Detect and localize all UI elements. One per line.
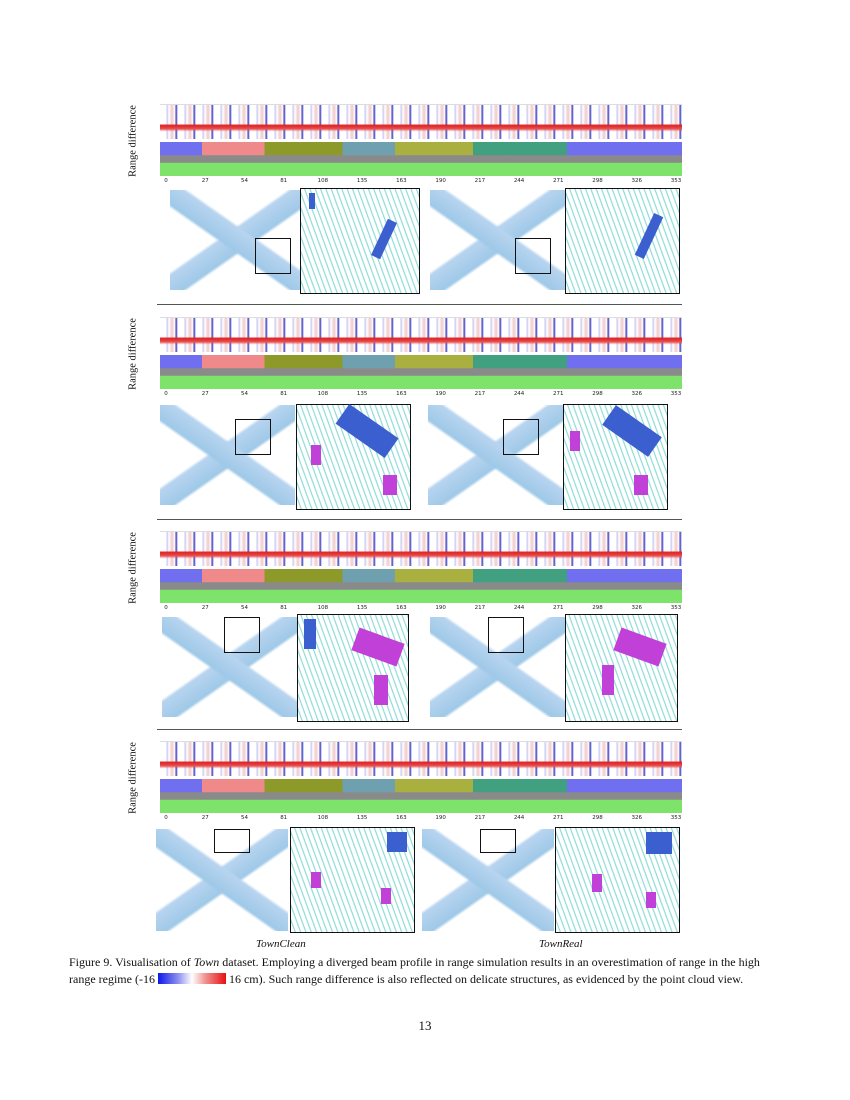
tick-label: 163 <box>396 815 407 821</box>
tick-label: 27 <box>201 815 209 821</box>
panel-divider <box>157 304 682 305</box>
zoom-view-clean <box>297 614 409 722</box>
tick-label: 163 <box>396 605 407 611</box>
page-number: 13 <box>418 1018 432 1033</box>
tick-label: 163 <box>396 178 407 184</box>
tick-label: 81 <box>280 178 288 184</box>
y-axis-label: Range difference <box>127 742 139 814</box>
caption-closing: ). Such range difference is also reflected on delicate structures, as evidenced by the point cloud view. <box>258 972 744 986</box>
tick-label: 190 <box>435 178 446 184</box>
tick-label: 298 <box>592 605 603 611</box>
figure-caption <box>69 954 781 988</box>
zoom-view-clean <box>296 404 411 510</box>
tick-label: 0 <box>164 815 168 821</box>
zoom-region <box>235 419 271 455</box>
tick-labels <box>160 391 682 401</box>
zoom-region <box>515 238 551 274</box>
zoom-view-clean <box>290 827 415 933</box>
tick-label: 27 <box>201 605 209 611</box>
tick-label: 54 <box>240 605 248 611</box>
zoom-region <box>488 617 524 653</box>
tick-label: 353 <box>670 605 682 611</box>
tick-label: 0 <box>164 605 168 611</box>
colorbar-min-label: -16 <box>138 972 155 986</box>
semantic-strip <box>160 355 682 389</box>
zoom-view-real <box>563 404 668 510</box>
tick-label: 326 <box>631 178 643 184</box>
point-cloud-clean <box>156 829 288 931</box>
tick-label: 298 <box>592 391 603 397</box>
point-cloud-clean <box>162 617 297 717</box>
point-cloud-real <box>430 617 565 717</box>
tick-label: 163 <box>396 391 407 397</box>
sublabel-town-real: TownReal <box>539 938 583 950</box>
tick-label: 244 <box>513 178 525 184</box>
y-axis-label: Range difference <box>127 105 139 177</box>
point-cloud-real <box>428 405 563 505</box>
tick-labels <box>160 815 682 825</box>
tick-label: 326 <box>631 815 643 821</box>
tick-label: 108 <box>317 391 329 397</box>
tick-label: 81 <box>280 605 288 611</box>
tick-label: 81 <box>280 391 288 397</box>
y-axis-label: Range difference <box>127 318 139 390</box>
tick-label: 190 <box>435 391 446 397</box>
tick-labels <box>160 178 682 188</box>
range-difference-strip <box>160 317 682 352</box>
zoom-region <box>480 829 516 853</box>
range-difference-strip <box>160 531 682 566</box>
zoom-view-real <box>565 188 680 294</box>
semantic-strip <box>160 142 682 176</box>
tick-label: 271 <box>553 391 564 397</box>
tick-label: 27 <box>201 178 209 184</box>
panel-divider <box>157 519 682 520</box>
colorbar-max-label: 16 cm <box>228 972 259 986</box>
zoom-region <box>214 829 250 853</box>
zoom-view-real <box>555 827 680 933</box>
tick-label: 217 <box>474 391 486 397</box>
zoom-view-real <box>565 614 678 722</box>
tick-label: 81 <box>280 815 288 821</box>
tick-label: 54 <box>240 178 248 184</box>
tick-label: 353 <box>670 391 682 397</box>
point-cloud-clean <box>170 190 305 290</box>
tick-label: 217 <box>474 815 486 821</box>
caption-body: dataset. Employing a diverged beam profile in range simulation results in an overestimation of range in the high range regime ( <box>69 955 760 986</box>
tick-label: 244 <box>513 391 525 397</box>
range-difference-strip <box>160 104 682 139</box>
tick-label: 135 <box>356 605 368 611</box>
point-cloud-real <box>430 190 565 290</box>
tick-label: 244 <box>513 605 525 611</box>
tick-label: 0 <box>164 178 168 184</box>
tick-label: 326 <box>631 605 643 611</box>
tick-label: 135 <box>356 815 368 821</box>
zoom-view-clean <box>300 188 420 294</box>
caption-prefix: Figure 9. Visualisation of <box>69 955 194 969</box>
semantic-strip <box>160 569 682 603</box>
tick-label: 298 <box>592 815 603 821</box>
tick-label: 0 <box>164 391 168 397</box>
tick-label: 135 <box>356 178 368 184</box>
tick-label: 326 <box>631 391 643 397</box>
tick-label: 190 <box>435 605 446 611</box>
tick-label: 353 <box>670 178 682 184</box>
tick-label: 271 <box>553 605 564 611</box>
point-cloud-real <box>422 829 554 931</box>
tick-label: 54 <box>240 815 248 821</box>
tick-label: 108 <box>317 815 329 821</box>
range-difference-strip <box>160 741 682 776</box>
tick-label: 135 <box>356 391 368 397</box>
semantic-strip <box>160 779 682 813</box>
tick-label: 217 <box>474 178 486 184</box>
tick-label: 27 <box>201 391 209 397</box>
panel-divider <box>157 729 682 730</box>
zoom-region <box>224 617 260 653</box>
point-cloud-clean <box>160 405 295 505</box>
zoom-region <box>503 419 539 455</box>
y-axis-label: Range difference <box>127 532 139 604</box>
caption-dataset: Town <box>193 955 220 969</box>
tick-label: 108 <box>317 605 329 611</box>
tick-label: 54 <box>240 391 248 397</box>
tick-label: 108 <box>317 178 329 184</box>
sublabel-town-clean: TownClean <box>256 938 306 950</box>
tick-label: 190 <box>435 815 446 821</box>
colorbar <box>158 973 226 984</box>
tick-label: 271 <box>553 178 564 184</box>
tick-label: 217 <box>474 605 486 611</box>
zoom-region <box>255 238 291 274</box>
tick-label: 353 <box>670 815 682 821</box>
tick-label: 298 <box>592 178 603 184</box>
tick-label: 244 <box>513 815 525 821</box>
tick-label: 271 <box>553 815 564 821</box>
